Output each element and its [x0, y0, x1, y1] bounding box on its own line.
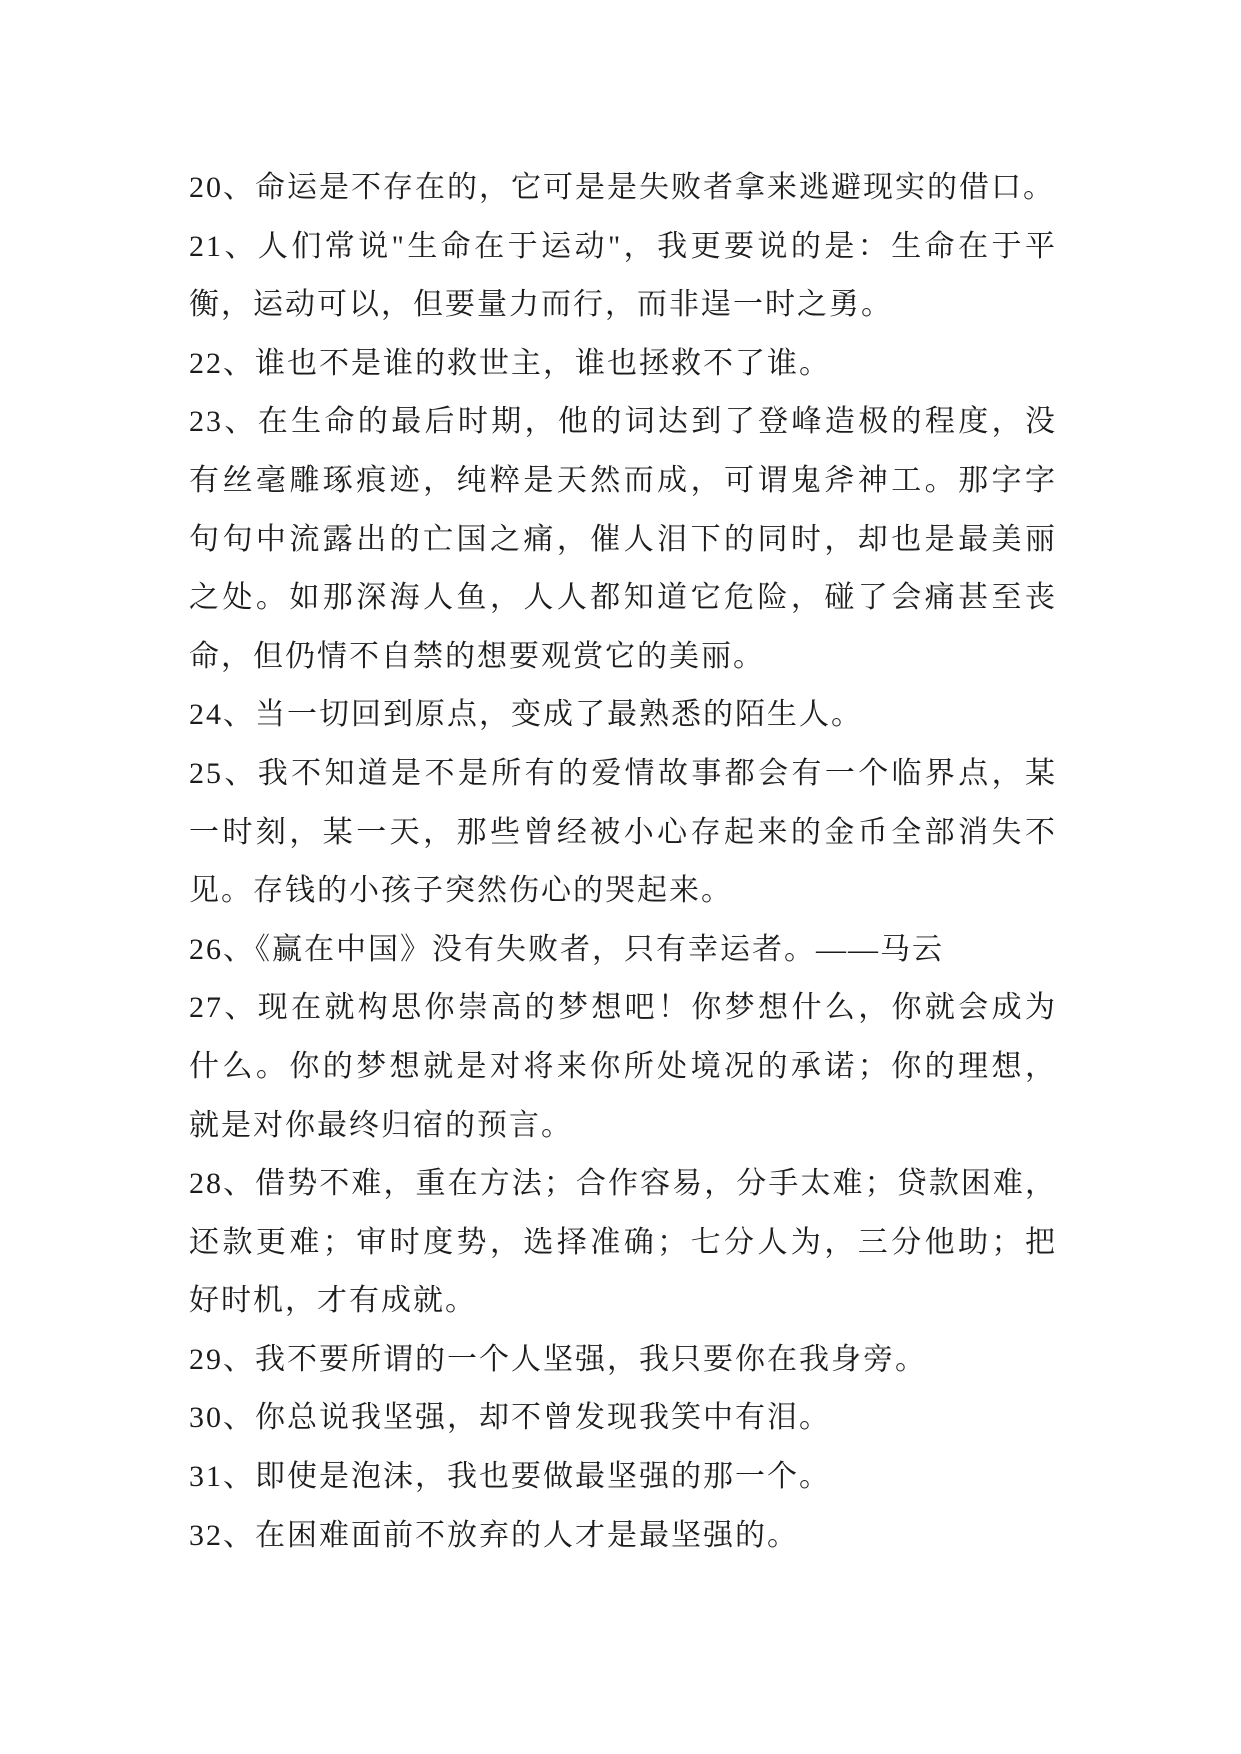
- item-line: 28、借势不难，重在方法；合作容易，分手太难；贷款困难，: [189, 1167, 1057, 1201]
- item-line: 就是对你最终归宿的预言。: [189, 1108, 573, 1142]
- item-line: 20、命运是不存在的，它可是是失败者拿来逃避现实的借口。: [189, 171, 1055, 204]
- item-line: 26、《赢在中国》没有失败者，只有幸运者。——马云: [189, 932, 944, 966]
- item-line: 30、你总说我坚强，却不曾发现我笑中有泪。: [189, 1401, 831, 1435]
- item-line: 句句中流露出的亡国之痛，催人泪下的同时，却也是最美丽: [189, 522, 1057, 556]
- item-line: 22、谁也不是谁的救世主，谁也拯救不了谁。: [189, 346, 831, 380]
- item-line: 24、当一切回到原点，变成了最熟悉的陌生人。: [189, 698, 863, 732]
- list-item-32: [189, 1507, 1057, 1566]
- item-line: 还款更难；审时度势，选择准确；七分人为，三分他助；把: [189, 1225, 1057, 1259]
- item-line: 命，但仍情不自禁的想要观赏它的美丽。: [189, 639, 765, 673]
- item-line: 31、即使是泡沫，我也要做最坚强的那一个。: [189, 1460, 831, 1494]
- list-item-20: [189, 159, 1057, 218]
- list-item-30: [189, 1389, 1057, 1448]
- item-line: 32、在困难面前不放弃的人才是最坚强的。: [189, 1518, 799, 1552]
- item-line: 衡，运动可以，但要量力而行，而非逞一时之勇。: [189, 288, 893, 322]
- item-line: 21、人们常说"生命在于运动"，我更要说的是：生命在于平: [189, 229, 1057, 263]
- item-line: 什么。你的梦想就是对将来你所处境况的承诺；你的理想，: [189, 1049, 1057, 1083]
- item-line: 之处。如那深海人鱼，人人都知道它危险，碰了会痛甚至丧: [189, 581, 1057, 615]
- list-item-28: [189, 1155, 1057, 1331]
- item-line: 有丝毫雕琢痕迹，纯粹是天然而成，可谓鬼斧神工。那字字: [189, 463, 1057, 497]
- item-line: 25、我不知道是不是所有的爱情故事都会有一个临界点，某: [189, 756, 1057, 790]
- item-line: 见。存钱的小孩子突然伤心的哭起来。: [189, 874, 733, 908]
- list-item-22: [189, 335, 1057, 394]
- list-item-25: [189, 745, 1057, 921]
- item-line: 23、在生命的最后时期，他的词达到了登峰造极的程度，没: [189, 405, 1057, 439]
- list-item-21: [189, 218, 1057, 335]
- list-item-26: [189, 921, 1057, 980]
- item-line: 一时刻，某一天，那些曾经被小心存起来的金币全部消失不: [189, 815, 1057, 849]
- list-item-24: [189, 686, 1057, 745]
- list-item-27: [189, 979, 1057, 1155]
- item-line: 好时机，才有成就。: [189, 1284, 477, 1318]
- item-line: 27、现在就构思你崇高的梦想吧！你梦想什么，你就会成为: [189, 991, 1057, 1025]
- list-item-23: [189, 393, 1057, 686]
- list-item-29: [189, 1331, 1057, 1390]
- list-item-31: [189, 1448, 1057, 1507]
- item-line: 29、我不要所谓的一个人坚强，我只要你在我身旁。: [189, 1342, 927, 1376]
